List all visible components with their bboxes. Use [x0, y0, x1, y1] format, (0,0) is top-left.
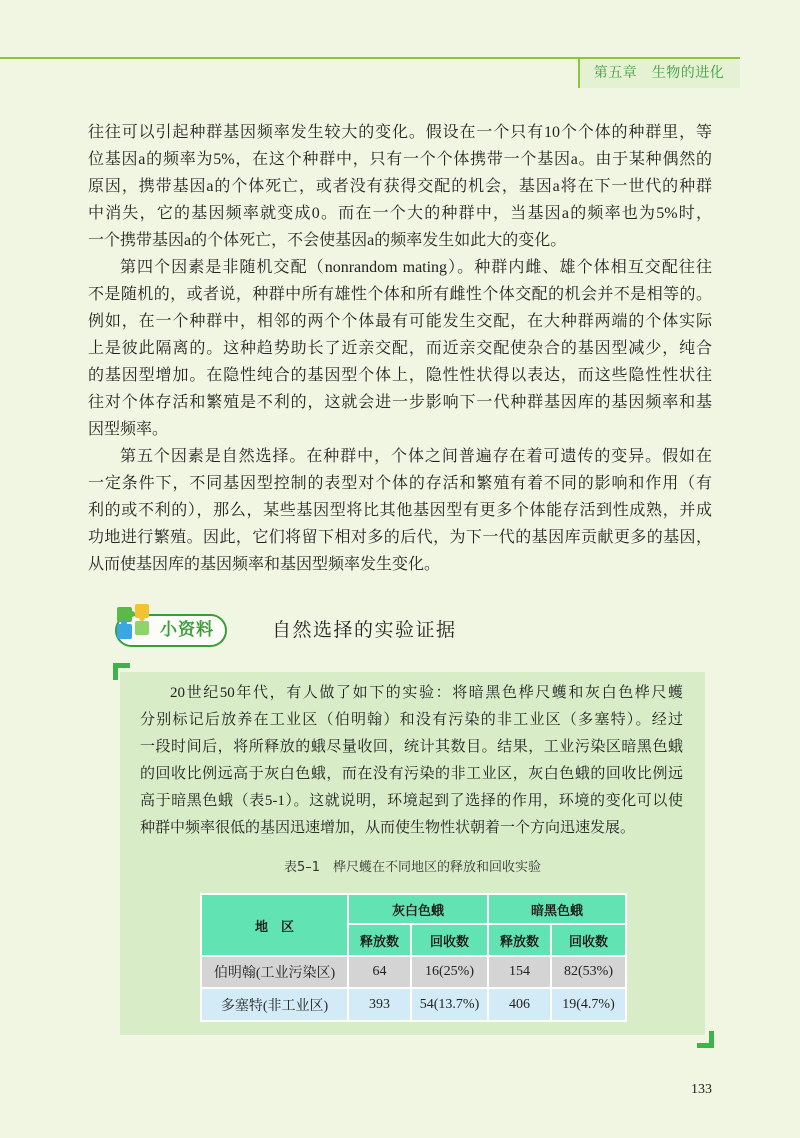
moth-release-table	[200, 893, 627, 1022]
col-group-dark-moth: 暗黑色蛾	[488, 894, 626, 924]
corner-bracket-bottom-right	[697, 1031, 714, 1048]
info-line: 20世纪50年代，有人做了如下的实验：将暗黑色桦尺蠖和灰白色桦尺蠖	[170, 685, 683, 701]
cell-value: 19(4.7%)	[551, 988, 626, 1021]
info-line: 种群中频率很低的基因迅速增加，从而使生物性状朝着一个方向迅速发展。	[140, 820, 636, 836]
table-row	[201, 988, 626, 1021]
body-line: 一个携带基因a的个体死亡，不会使基因a的频率发生如此大的变化。	[88, 232, 567, 249]
badge-label: 小资料	[160, 620, 214, 640]
body-line: 一定条件下，不同基因型控制的表型对个体的存活和繁殖有着不同的影响和作用（有	[88, 475, 712, 492]
col-header-recaptured: 回收数	[551, 924, 626, 956]
body-line: 上是彼此隔离的。这种趋势助长了近亲交配，而近亲交配使杂合的基因型减少，纯合	[88, 340, 712, 357]
cell-value: 16(25%)	[411, 956, 488, 988]
puzzle-icon	[113, 602, 155, 642]
cell-value: 406	[488, 988, 551, 1021]
body-line: 因型频率。	[88, 421, 169, 438]
body-line: 利的或不利的），那么，某些基因型将比其他基因型有更多个体能存活到性成熟，并成	[88, 502, 712, 519]
col-header-recaptured: 回收数	[411, 924, 488, 956]
body-line: 原因，携带基因a的个体死亡，或者没有获得交配的机会，基因a将在下一世代的种群	[88, 178, 712, 195]
col-header-region: 地 区	[201, 894, 348, 956]
col-header-released: 释放数	[348, 924, 411, 956]
paragraph	[88, 443, 712, 578]
body-line: 例如，在一个种群中，相邻的两个个体最有可能发生交配，在大种群两端的个体实际	[88, 313, 712, 330]
cell-value: 82(53%)	[551, 956, 626, 988]
cell-region: 多塞特(非工业区)	[201, 988, 348, 1021]
info-text	[140, 680, 683, 842]
paragraph	[88, 119, 712, 254]
corner-bracket-top-left	[113, 663, 130, 680]
table-row	[201, 956, 626, 988]
body-line: 位基因a的频率为5%，在这个种群中，只有一个个体携带一个基因a。由于某种偶然的	[88, 151, 712, 168]
cell-value: 54(13.7%)	[411, 988, 488, 1021]
page-number: 133	[691, 1082, 712, 1097]
body-line: 不是随机的，或者说，种群中所有雄性个体和所有雌性个体交配的机会并不是相等的。	[88, 286, 712, 303]
info-line: 高于暗黑色蛾（表5-1）。这就说明，环境起到了选择的作用，环境的变化可以使	[140, 793, 683, 809]
info-line: 分别标记后放养在工业区（伯明翰）和没有污染的非工业区（多塞特）。经过	[140, 712, 683, 728]
body-text	[88, 119, 712, 578]
body-line: 往对个体存活和繁殖是不利的，这就会进一步影响下一代种群基因库的基因频率和基	[88, 394, 712, 411]
table-header-row	[201, 894, 626, 924]
cell-value: 64	[348, 956, 411, 988]
info-line: 的回收比例远高于灰白色蛾，而在没有污染的非工业区，灰白色蛾的回收比例远	[140, 766, 683, 782]
cell-value: 393	[348, 988, 411, 1021]
cell-region: 伯明翰(工业污染区)	[201, 956, 348, 988]
col-group-light-moth: 灰白色蛾	[348, 894, 488, 924]
body-line: 中消失，它的基因频率就变成0。而在一个大的种群中，当基因a的频率也为5%时，	[88, 205, 712, 222]
info-line: 一段时间后，将所释放的蛾尽量收回，统计其数目。结果，工业污染区暗黑色蛾	[140, 739, 683, 755]
body-line: 功地进行繁殖。因此，它们将留下相对多的后代，为下一代的基因库贡献更多的基因，	[88, 529, 712, 546]
body-line: 第五个因素是自然选择。在种群中，个体之间普遍存在着可遗传的变异。假如在	[120, 448, 712, 465]
body-line: 往往可以引起种群基因频率发生较大的变化。假设在一个只有10个个体的种群里，等	[88, 124, 712, 141]
info-title: 自然选择的实验证据	[272, 620, 457, 641]
col-header-released: 释放数	[488, 924, 551, 956]
paragraph	[88, 254, 712, 443]
body-line: 从而使基因库的基因频率和基因型频率发生变化。	[88, 556, 441, 573]
table-caption: 表5–1 桦尺蠖在不同地区的释放和回收实验	[283, 860, 542, 875]
chapter-title: 第五章 生物的进化	[593, 65, 725, 81]
cell-value: 154	[488, 956, 551, 988]
body-line: 的基因型增加。在隐性纯合的基因型个体上，隐性性状得以表达，而这些隐性性状往	[88, 367, 712, 384]
body-line: 第四个因素是非随机交配（nonrandom mating）。种群内雌、雄个体相互交配往往	[120, 259, 712, 276]
